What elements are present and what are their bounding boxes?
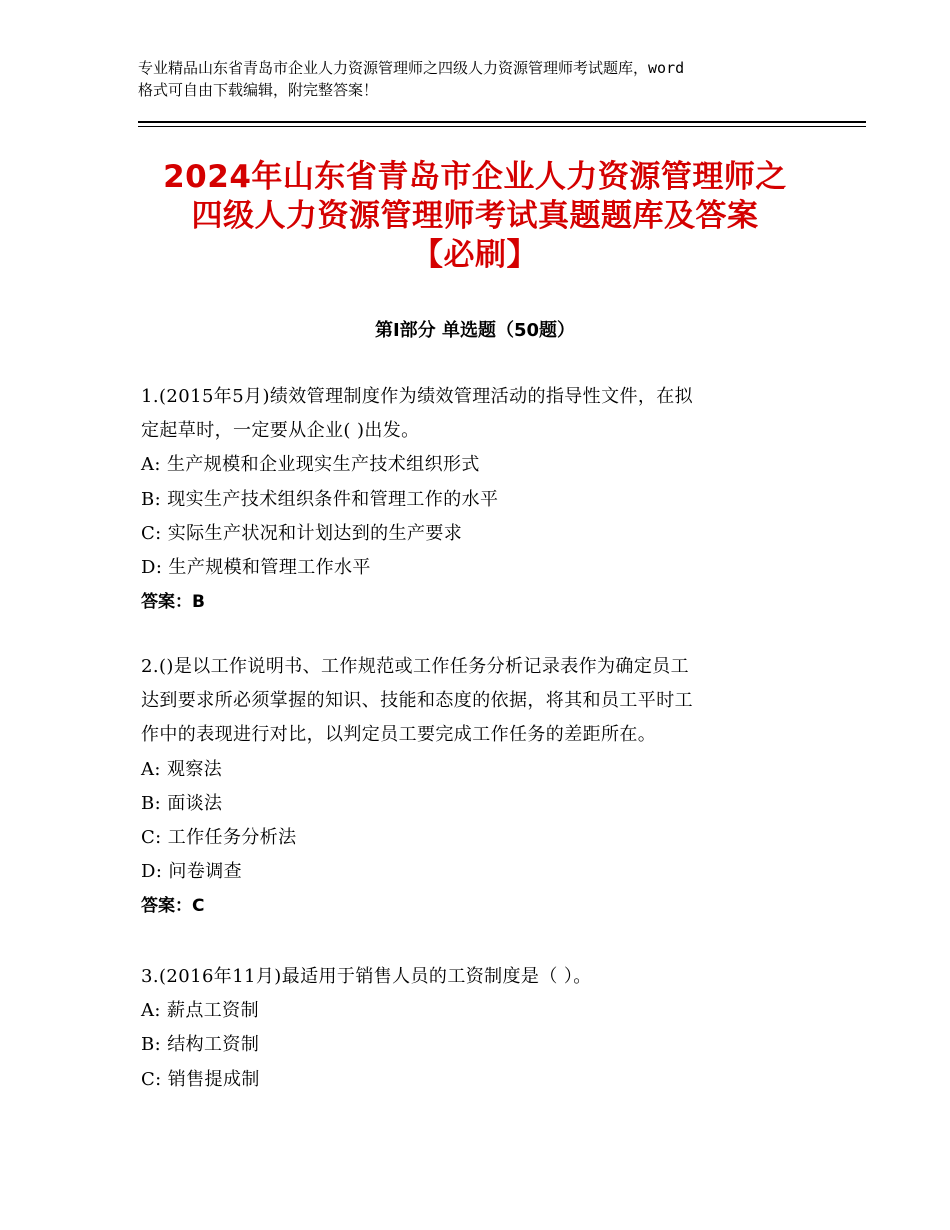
option-c: C: 销售提成制: [141, 1068, 260, 1090]
title-line-2: 四级人力资源管理师考试真题题库及答案: [191, 198, 759, 234]
answer: 答案：C: [141, 896, 205, 917]
question-text: 1.(2015年5月)绩效管理制度作为绩效管理活动的指导性文件，在拟: [141, 386, 694, 407]
header-note-line-1: 专业精品山东省青岛市企业人力资源管理师之四级人力资源管理师考试题库，word: [138, 59, 685, 77]
question-1: [141, 380, 821, 619]
section-heading: 第Ⅰ部分 单选题（50题）: [374, 320, 575, 341]
option-a: A: 观察法: [141, 758, 223, 780]
question-text: 2.()是以工作说明书、工作规范或工作任务分析记录表作为确定员工: [141, 656, 690, 677]
header-divider-thick: [138, 121, 866, 123]
question-text: 作中的表现进行对比，以判定员工要完成工作任务的差距所在。: [141, 724, 657, 746]
option-c: C: 工作任务分析法: [141, 827, 297, 849]
title-line-3: 【必刷】: [412, 237, 538, 273]
question-2: [141, 650, 821, 924]
header-divider-thin: [138, 126, 866, 127]
title-line-1: 2024年山东省青岛市企业人力资源管理师之: [163, 159, 787, 195]
question-3: [141, 960, 821, 1097]
answer: 答案：B: [141, 592, 205, 613]
option-c: C: 实际生产状况和计划达到的生产要求: [141, 522, 463, 544]
question-text: 定起草时，一定要从企业( )出发。: [141, 420, 420, 442]
option-d: D: 生产规模和管理工作水平: [141, 557, 371, 579]
option-a: A: 薪点工资制: [141, 1000, 259, 1022]
option-a: A: 生产规模和企业现实生产技术组织形式: [141, 454, 480, 476]
question-text: 3.(2016年11月)最适用于销售人员的工资制度是（ ）。: [141, 966, 592, 987]
option-b: B: 结构工资制: [141, 1034, 260, 1056]
option-d: D: 问卷调查: [141, 861, 243, 883]
option-b: B: 面谈法: [141, 792, 223, 814]
option-b: B: 现实生产技术组织条件和管理工作的水平: [141, 488, 499, 510]
header-note-line-2: 格式可自由下载编辑，附完整答案！: [138, 81, 379, 99]
question-text: 达到要求所必须掌握的知识、技能和态度的依据，将其和员工平时工: [141, 690, 693, 712]
header-note: [138, 57, 818, 101]
document-title: [80, 158, 870, 275]
